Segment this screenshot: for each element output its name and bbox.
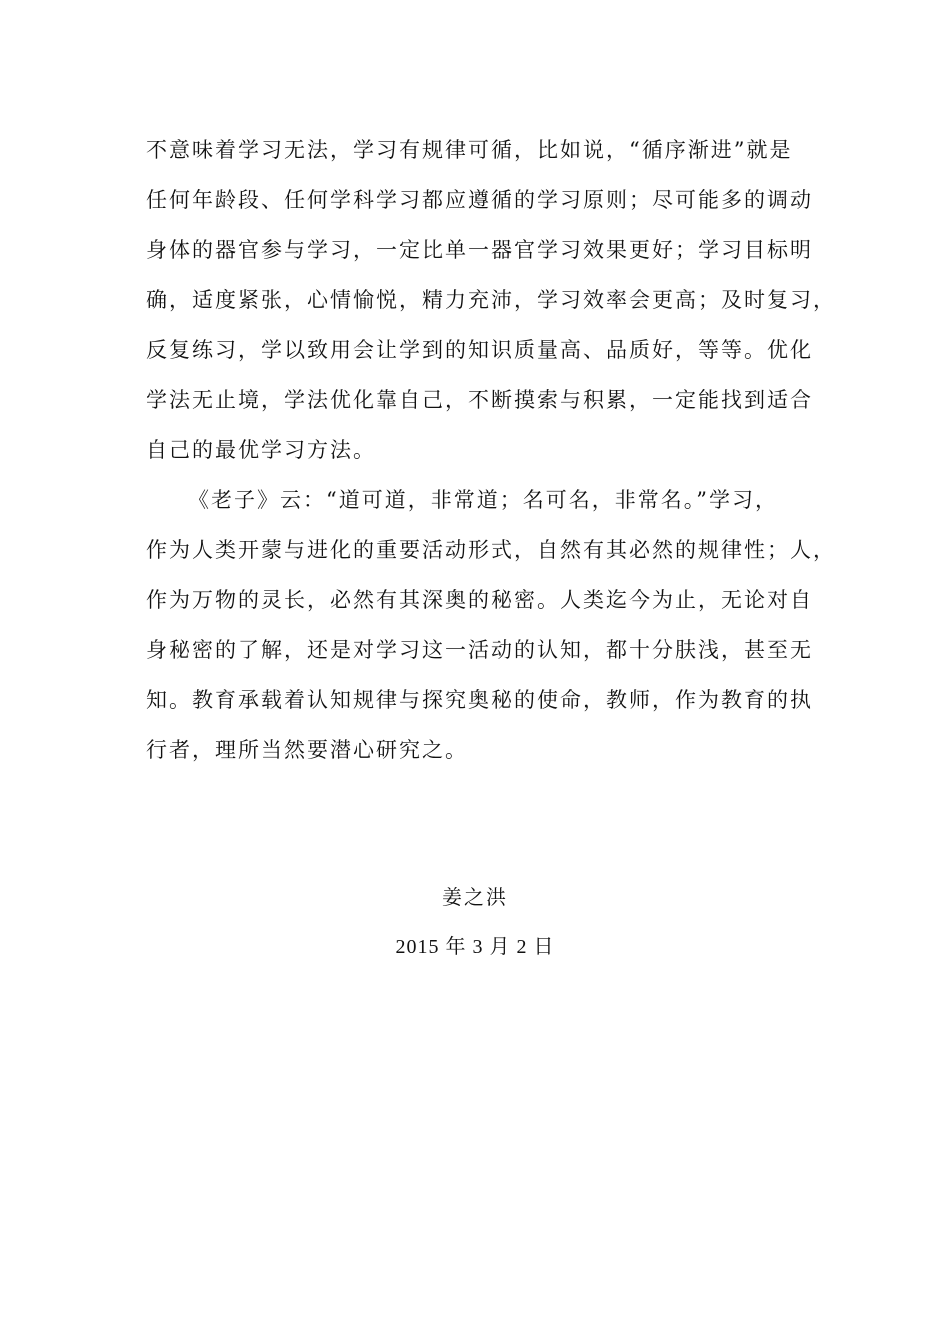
paragraph-line: 身秘密的了解，还是对学习这一活动的认知，都十分肤浅，甚至无	[146, 638, 813, 662]
paragraph-line: 自己的最优学习方法。	[146, 438, 376, 462]
paragraph-line: 确，适度紧张，心情愉悦，精力充沛，学习效率会更高；及时复习，	[146, 288, 836, 312]
paragraph-line: 学法无止境，学法优化靠自己，不断摸索与积累，一定能找到适合	[146, 388, 813, 412]
paragraph-line: 任何年龄段、任何学科学习都应遵循的学习原则；尽可能多的调动	[146, 188, 813, 212]
paragraph-line: 不意味着学习无法，学习有规律可循，比如说，“循序渐进”就是	[146, 138, 793, 162]
author-name: 姜之洪	[442, 885, 508, 909]
paragraph-line: 《老子》云：“道可道，非常道；名可名，非常名。”学习，	[188, 488, 778, 512]
signature-date: 2015 年 3 月 2 日	[395, 936, 555, 958]
paragraph-line: 作为万物的灵长，必然有其深奥的秘密。人类迄今为止，无论对自	[146, 588, 813, 612]
paragraph-line: 行者，理所当然要潜心研究之。	[146, 738, 468, 762]
paragraph-line: 反复练习，学以致用会让学到的知识质量高、品质好，等等。优化	[146, 338, 813, 362]
paragraph-line: 知。教育承载着认知规律与探究奥秘的使命，教师，作为教育的执	[146, 688, 813, 712]
paragraph-line: 作为人类开蒙与进化的重要活动形式，自然有其必然的规律性；人，	[146, 538, 836, 562]
paragraph-line: 身体的器官参与学习，一定比单一器官学习效果更好；学习目标明	[146, 238, 813, 262]
